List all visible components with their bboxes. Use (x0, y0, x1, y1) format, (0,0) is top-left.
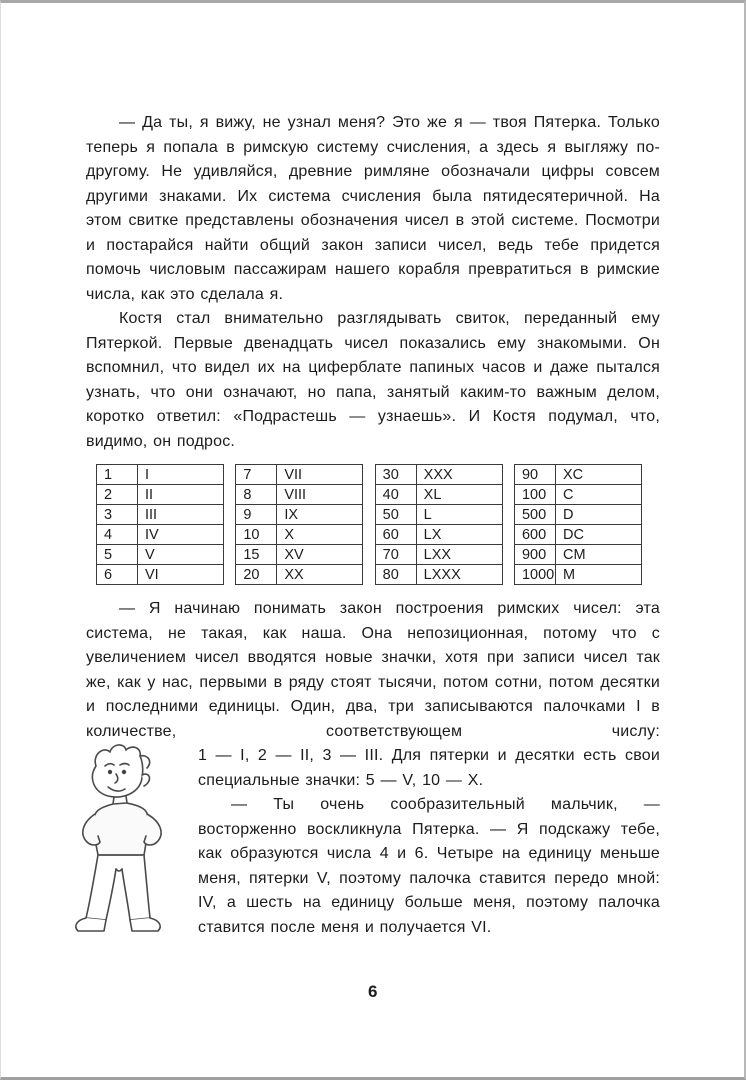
table-row (514, 525, 641, 545)
roman-cell: VI (138, 565, 224, 585)
page-number: 6 (368, 982, 378, 1001)
table-row (514, 485, 641, 505)
arabic-cell: 20 (236, 565, 277, 585)
roman-cell: III (138, 505, 224, 525)
table-row (375, 485, 502, 505)
roman-cell: VIII (277, 485, 363, 505)
arabic-cell: 70 (375, 545, 416, 565)
table-row (514, 545, 641, 565)
boy-illustration (58, 742, 193, 940)
paragraph-law-of-numbers: — Я начинаю понимать закон построения римских чисел: эта система, не такая, как наша. Она непозиционная, потому что с увеличением чисел вводятся новые значки, хотя при записи чисел так же, как у нас, первыми в ряду стоят тысячи, потом сотни, потом десятки и последними единицы. Один, два, три записываются палочками I в количестве, соответствующем числу: (86, 600, 660, 740)
table-row (97, 565, 224, 585)
table-row (97, 505, 224, 525)
arabic-cell: 80 (375, 565, 416, 585)
arabic-cell: 6 (97, 565, 138, 585)
table-row (236, 465, 363, 485)
roman-cell: V (138, 545, 224, 565)
arabic-cell: 3 (97, 505, 138, 525)
roman-cell: XC (555, 465, 641, 485)
arabic-cell: 4 (97, 525, 138, 545)
table-row (236, 525, 363, 545)
table-row (236, 505, 363, 525)
arabic-cell: 1000 (514, 565, 555, 585)
roman-cell: XXX (416, 465, 502, 485)
paragraph-kostya-scroll: Костя стал внимательно разглядывать свиток, переданный ему Пятеркой. Первые двенадцать чисел показались ему знакомыми. Он вспомнил, что видел их на циферблате папиных часов и даже пытался узнать, что они означают, но папа, занятый каким-то важным делом, коротко ответил: «Подрастешь — узнаешь». И Костя подумал, что, видимо, он подрос. (86, 310, 660, 450)
table-row (97, 465, 224, 485)
roman-cell: LX (416, 525, 502, 545)
roman-cell: CM (555, 545, 641, 565)
roman-cell: XV (277, 545, 363, 565)
roman-cell: XX (277, 565, 363, 585)
arabic-cell: 100 (514, 485, 555, 505)
roman-cell: M (555, 565, 641, 585)
arabic-cell: 600 (514, 525, 555, 545)
table-row (236, 565, 363, 585)
table-row (375, 505, 502, 525)
arabic-cell: 40 (375, 485, 416, 505)
numeral-table-1 (96, 464, 224, 585)
text-beside-illustration (198, 744, 660, 940)
table-row (97, 525, 224, 545)
roman-numeral-tables (86, 454, 660, 597)
arabic-cell: 90 (514, 465, 555, 485)
arabic-cell: 8 (236, 485, 277, 505)
arabic-cell: 30 (375, 465, 416, 485)
roman-cell: DC (555, 525, 641, 545)
numeral-table-2 (235, 464, 363, 585)
roman-cell: X (277, 525, 363, 545)
paragraph-pyaterka-reply: — Ты очень сообразительный мальчик, — восторженно воскликнула Пятерка. — Я подскажу тебе, как образуются числа 4 и 6. Четыре на единицу меньше меня, пятерки V, поэтому палочка ставится передо мной: IV, а шесть на единицу больше меня, поэтому палочка ставится после меня и получается VI. (198, 796, 660, 936)
paragraph-pyaterka-intro: — Да ты, я вижу, не узнал меня? Это же я — твоя Пятерка. Только теперь я попала в римскую систему счисления, а здесь я выгляжу по-другому. Не удивляйся, древние римляне обозначали цифры совсем другими знаками. Их система счисления была пятидесятеричной. На этом свитке представлены обозначения чисел в этой системе. Посмотри и постарайся найти общий закон записи чисел, ведь тебе придется помочь числовым пассажирам нашего корабля превратиться в римские числа, как это сделала я. (86, 114, 660, 303)
arabic-cell: 7 (236, 465, 277, 485)
roman-cell: C (555, 485, 641, 505)
arabic-cell: 60 (375, 525, 416, 545)
table-row (375, 525, 502, 545)
arabic-cell: 500 (514, 505, 555, 525)
numeral-table-3 (375, 464, 503, 585)
table-row (236, 545, 363, 565)
numeral-table-4 (514, 464, 642, 585)
roman-cell: D (555, 505, 641, 525)
illustrated-section (86, 744, 660, 966)
table-row (97, 545, 224, 565)
arabic-cell: 9 (236, 505, 277, 525)
arabic-cell: 5 (97, 545, 138, 565)
roman-cell: L (416, 505, 502, 525)
roman-cell: LXXX (416, 565, 502, 585)
roman-cell: II (138, 485, 224, 505)
table-row (236, 485, 363, 505)
arabic-cell: 50 (375, 505, 416, 525)
table-row (514, 505, 641, 525)
paragraph-examples: 1 — I, 2 — II, 3 — III. Для пятерки и десятки есть свои специальные значки: 5 — V, 10 — X. (198, 747, 660, 789)
roman-cell: IV (138, 525, 224, 545)
table-row (375, 545, 502, 565)
arabic-cell: 15 (236, 545, 277, 565)
arabic-cell: 2 (97, 485, 138, 505)
roman-cell: LXX (416, 545, 502, 565)
roman-cell: IX (277, 505, 363, 525)
table-row (375, 465, 502, 485)
arabic-cell: 900 (514, 545, 555, 565)
roman-cell: I (138, 465, 224, 485)
arabic-cell: 1 (97, 465, 138, 485)
roman-cell: VII (277, 465, 363, 485)
table-row (97, 485, 224, 505)
arabic-cell: 10 (236, 525, 277, 545)
table-row (375, 565, 502, 585)
table-row (514, 465, 641, 485)
roman-cell: XL (416, 485, 502, 505)
table-row (514, 565, 641, 585)
